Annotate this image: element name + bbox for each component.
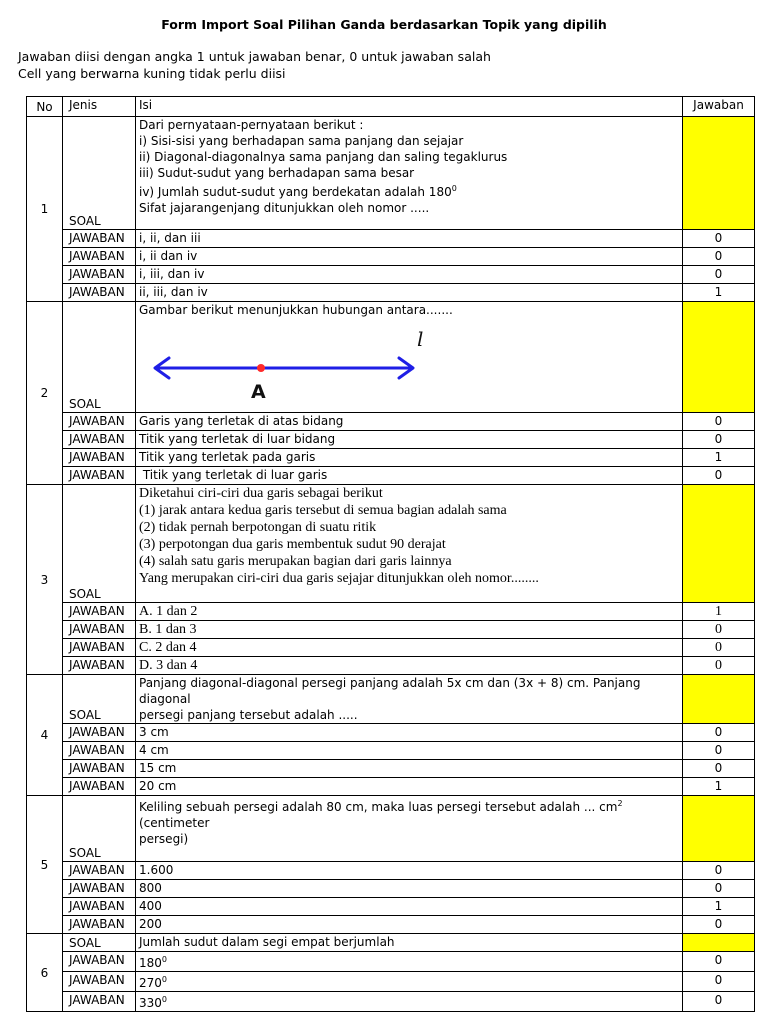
question-text[interactable]: [136, 117, 683, 230]
jawaban-label: JAWABAN: [63, 657, 136, 675]
instruction-note-2: Cell yang berwarna kuning tidak perlu diisi: [18, 66, 286, 81]
answer-text[interactable]: $180^0$: [136, 952, 683, 972]
question-line: iii) Sudut-sudut yang berhadapan sama besar: [139, 166, 415, 180]
question-line: Jumlah sudut dalam segi empat berjumlah: [139, 935, 395, 949]
answer-row: [27, 266, 755, 284]
jawaban-label: JAWABAN: [63, 972, 136, 992]
jawaban-label: JAWABAN: [63, 742, 136, 760]
answer-text[interactable]: C. 2 dan 4: [136, 639, 683, 657]
answer-row: [27, 413, 755, 431]
answer-text[interactable]: 800: [136, 880, 683, 898]
question-text[interactable]: [136, 485, 683, 603]
answer-text[interactable]: 20 cm: [136, 778, 683, 796]
soal-label: SOAL: [63, 796, 136, 862]
jawaban-label: JAWABAN: [63, 431, 136, 449]
jawaban-label: JAWABAN: [63, 284, 136, 302]
question-line: i) Sisi-sisi yang berhadapan sama panjang dan sejajar: [139, 134, 464, 148]
answer-row: [27, 972, 755, 992]
question-line: ii) Diagonal-diagonalnya sama panjang dan saling tegaklurus: [139, 150, 508, 164]
answer-value[interactable]: 0: [683, 266, 755, 284]
answer-row: [27, 916, 755, 934]
question-line: (1) jarak antara kedua garis tersebut di semua bagian adalah sama: [139, 503, 507, 518]
answer-value[interactable]: 1: [683, 284, 755, 302]
answer-value[interactable]: 0: [683, 880, 755, 898]
answer-row: [27, 760, 755, 778]
question-line: Yang merupakan ciri-ciri dua garis sejajar ditunjukkan oleh nomor........: [139, 571, 539, 586]
answer-value[interactable]: 0: [683, 639, 755, 657]
answer-row: [27, 880, 755, 898]
soal-label: SOAL: [63, 485, 136, 603]
answer-text[interactable]: 4 cm: [136, 742, 683, 760]
question-row: [27, 117, 755, 230]
question-line: Panjang diagonal-diagonal persegi panjang adalah 5x cm dan (3x + 8) cm. Panjang diagonal: [139, 676, 641, 706]
answer-row: [27, 248, 755, 266]
jawaban-label: JAWABAN: [63, 952, 136, 972]
jawaban-label: JAWABAN: [63, 724, 136, 742]
answer-text[interactable]: ii, iii, dan iv: [136, 284, 683, 302]
answer-row: [27, 898, 755, 916]
answer-text[interactable]: 15 cm: [136, 760, 683, 778]
answer-value[interactable]: 0: [683, 862, 755, 880]
answer-value[interactable]: 0: [683, 621, 755, 639]
answer-row: [27, 284, 755, 302]
soal-label: SOAL: [63, 117, 136, 230]
line-point-figure: [139, 324, 439, 400]
question-text[interactable]: [136, 934, 683, 952]
jawaban-label: JAWABAN: [63, 621, 136, 639]
question-line: (2) tidak pernah berpotongan di suatu ritik: [139, 520, 377, 535]
answer-key-cell-blocked: [683, 302, 755, 413]
question-number: 3: [27, 485, 63, 675]
jawaban-label: JAWABAN: [63, 467, 136, 485]
question-line: Dari pernyataan-pernyataan berikut :: [139, 118, 364, 132]
col-header-no: No: [27, 97, 63, 117]
answer-value[interactable]: 0: [683, 431, 755, 449]
answer-value[interactable]: 1: [683, 778, 755, 796]
jawaban-label: JAWABAN: [63, 898, 136, 916]
question-text[interactable]: [136, 302, 683, 413]
answer-value[interactable]: 0: [683, 742, 755, 760]
answer-row: [27, 778, 755, 796]
answer-text[interactable]: 200: [136, 916, 683, 934]
answer-row: [27, 230, 755, 248]
answer-value[interactable]: 0: [683, 724, 755, 742]
answer-text[interactable]: Titik yang terletak pada garis: [136, 449, 683, 467]
answer-text[interactable]: i, iii, dan iv: [136, 266, 683, 284]
jawaban-label: JAWABAN: [63, 639, 136, 657]
answer-value[interactable]: 0: [683, 413, 755, 431]
question-line: persegi panjang tersebut adalah .....: [139, 708, 358, 722]
answer-value[interactable]: 1: [683, 603, 755, 621]
answer-value[interactable]: 0: [683, 992, 755, 1012]
answer-row: [27, 657, 755, 675]
answer-text[interactable]: Titik yang terletak di luar bidang: [136, 431, 683, 449]
jawaban-label: JAWABAN: [63, 413, 136, 431]
answer-text[interactable]: D. 3 dan 4: [136, 657, 683, 675]
answer-value[interactable]: 0: [683, 657, 755, 675]
soal-label: SOAL: [63, 675, 136, 724]
answer-key-cell-blocked: [683, 117, 755, 230]
answer-text[interactable]: A. 1 dan 2: [136, 603, 683, 621]
answer-text[interactable]: $270^0$: [136, 972, 683, 992]
answer-text[interactable]: Garis yang terletak di atas bidang: [136, 413, 683, 431]
jawaban-label: JAWABAN: [63, 449, 136, 467]
answer-value[interactable]: 0: [683, 972, 755, 992]
question-number: 2: [27, 302, 63, 485]
answer-row: [27, 467, 755, 485]
answer-text[interactable]: $330^0$: [136, 992, 683, 1012]
question-text[interactable]: [136, 796, 683, 862]
question-row: [27, 934, 755, 952]
question-row: [27, 485, 755, 603]
table-header-row: [27, 97, 755, 117]
answer-text[interactable]: 400: [136, 898, 683, 916]
question-line: (3) perpotongan dua garis membentuk sudut 90 derajat: [139, 537, 446, 552]
soal-label: SOAL: [63, 302, 136, 413]
answer-row: [27, 992, 755, 1012]
answer-text[interactable]: i, ii dan iv: [136, 248, 683, 266]
col-header-jenis: Jenis: [63, 97, 136, 117]
jawaban-label: JAWABAN: [63, 916, 136, 934]
jawaban-label: JAWABAN: [63, 778, 136, 796]
answer-value[interactable]: 0: [683, 230, 755, 248]
soal-label: SOAL: [63, 934, 136, 952]
answer-row: [27, 952, 755, 972]
answer-value[interactable]: 0: [683, 248, 755, 266]
answer-value[interactable]: 0: [683, 916, 755, 934]
question-number: 5: [27, 796, 63, 934]
answer-text[interactable]: 3 cm: [136, 724, 683, 742]
point-a: [257, 364, 265, 372]
question-line: (4) salah satu garis merupakan bagian dari garis lainnya: [139, 554, 452, 569]
jawaban-label: JAWABAN: [63, 760, 136, 778]
answer-row: [27, 603, 755, 621]
answer-row: [27, 621, 755, 639]
question-line: persegi): [139, 832, 189, 846]
jawaban-label: JAWABAN: [63, 862, 136, 880]
question-number: 6: [27, 934, 63, 1012]
question-number: 4: [27, 675, 63, 796]
question-line: Keliling sebuah persegi adalah 80 cm, maka luas persegi tersebut adalah ... $cm^2$ (centimeter: [139, 799, 623, 830]
answer-row: [27, 724, 755, 742]
answer-value[interactable]: 0: [683, 760, 755, 778]
point-a-label: A: [251, 381, 266, 400]
jawaban-label: JAWABAN: [63, 248, 136, 266]
answer-key-cell-blocked: [683, 934, 755, 952]
jawaban-label: JAWABAN: [63, 992, 136, 1012]
question-row: [27, 796, 755, 862]
question-row: [27, 302, 755, 413]
answer-text[interactable]: i, ii, dan iii: [136, 230, 683, 248]
question-row: [27, 675, 755, 724]
jawaban-label: JAWABAN: [63, 880, 136, 898]
answer-key-cell-blocked: [683, 796, 755, 862]
answer-value[interactable]: 1: [683, 449, 755, 467]
question-line: Diketahui ciri-ciri dua garis sebagai berikut: [139, 486, 383, 501]
jawaban-label: JAWABAN: [63, 266, 136, 284]
answer-row: [27, 449, 755, 467]
form-title: Form Import Soal Pilihan Ganda berdasarkan Topik yang dipilih: [161, 17, 607, 32]
question-line: Gambar berikut menunjukkan hubungan antara.......: [139, 303, 453, 317]
question-table: [26, 96, 755, 1012]
question-text[interactable]: [136, 675, 683, 724]
answer-text[interactable]: Titik yang terletak di luar garis: [136, 467, 683, 485]
jawaban-label: JAWABAN: [63, 603, 136, 621]
answer-row: [27, 431, 755, 449]
col-header-isi: Isi: [136, 97, 683, 117]
question-line: Sifat jajarangenjang ditunjukkan oleh nomor .....: [139, 201, 430, 215]
answer-row: [27, 742, 755, 760]
answer-value[interactable]: 0: [683, 952, 755, 972]
question-line: iv) Jumlah sudut-sudut yang berdekatan adalah $180^0$: [139, 184, 457, 199]
jawaban-label: JAWABAN: [63, 230, 136, 248]
answer-text[interactable]: 1.600: [136, 862, 683, 880]
answer-text[interactable]: B. 1 dan 3: [136, 621, 683, 639]
answer-key-cell-blocked: [683, 675, 755, 724]
line-l-label: l: [417, 327, 424, 351]
answer-key-cell-blocked: [683, 485, 755, 603]
answer-row: [27, 862, 755, 880]
answer-row: [27, 639, 755, 657]
answer-value[interactable]: 1: [683, 898, 755, 916]
answer-value[interactable]: 0: [683, 467, 755, 485]
question-number: 1: [27, 117, 63, 302]
col-header-jawaban: Jawaban: [683, 97, 755, 117]
instruction-note-1: Jawaban diisi dengan angka 1 untuk jawaban benar, 0 untuk jawaban salah: [18, 49, 491, 64]
